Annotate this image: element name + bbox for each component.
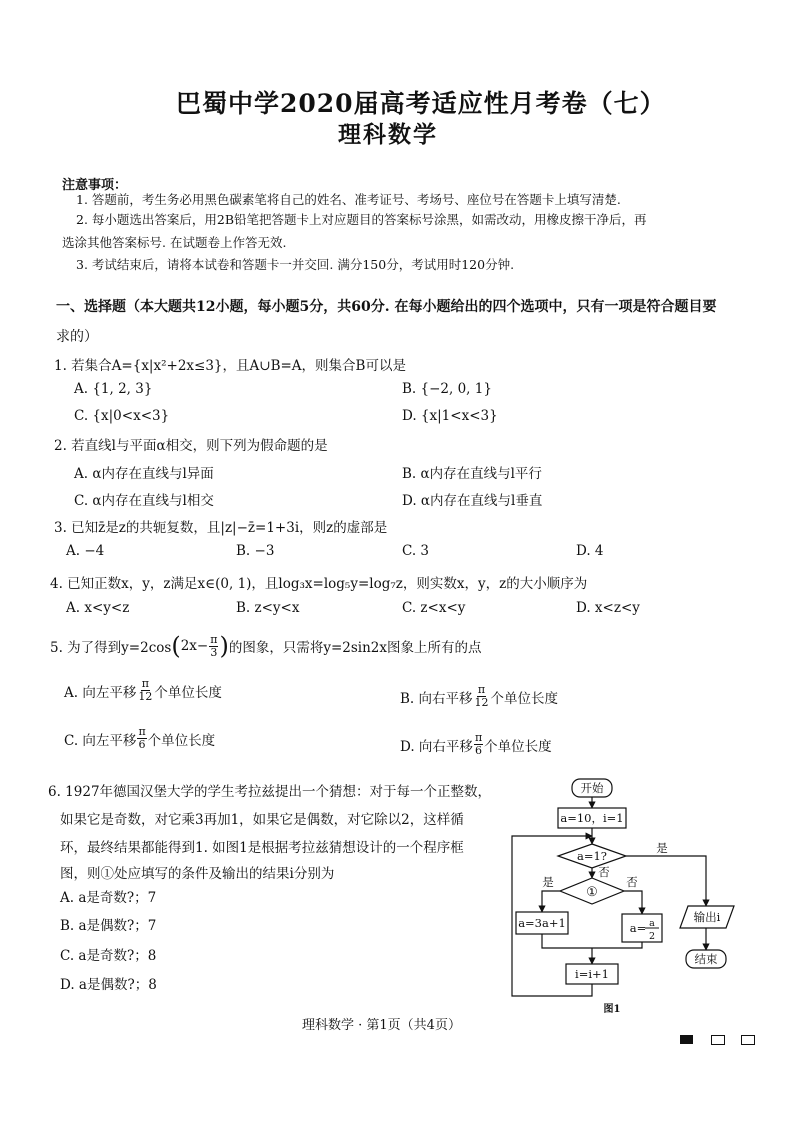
fraction-pi-over-12 (474, 684, 490, 709)
option-suffix: 个单位长度 (147, 732, 216, 749)
flow-start-label: 开始 (580, 781, 604, 795)
option-prefix: D. 向右平移 (400, 738, 473, 755)
question-5-stem-arg: 2x− (180, 638, 209, 654)
denominator: 6 (475, 744, 483, 757)
question-6-option-c: C. a是奇数?；8 (60, 948, 157, 964)
question-5-stem (50, 632, 482, 660)
question-2-option-b: B. α内存在直线与l平行 (402, 466, 542, 482)
question-2-stem: 2. 若直线l与平面α相交，则下列为假命题的是 (54, 438, 328, 454)
question-5-option-a (64, 678, 222, 703)
flow-init-label: a=10，i=1 (560, 811, 624, 825)
question-5-stem-pre: 5. 为了得到y=2cos (50, 640, 172, 656)
question-3-stem: 3. 已知z̄是z的共轭复数，且|z|−z̄=1+3i，则z的虚部是 (54, 520, 388, 536)
flow-cond1-label: a=1? (577, 849, 607, 863)
flowchart-figure (500, 770, 760, 1020)
numerator: π (138, 725, 146, 738)
page-subtitle: 理科数学 (338, 121, 438, 148)
flow-incr-label: i=i+1 (575, 967, 609, 981)
question-6-option-b: B. a是偶数?；7 (60, 918, 157, 934)
option-suffix: 个单位长度 (154, 684, 222, 701)
option-prefix: A. 向左平移 (64, 684, 137, 701)
question-3-option-b: B. −3 (236, 543, 275, 559)
flow-output-label: 输出i (693, 910, 721, 924)
question-2-option-d: D. α内存在直线与l垂直 (402, 493, 543, 509)
question-5-option-c (64, 726, 215, 751)
question-1-option-c: C. {x|0<x<3} (74, 408, 170, 424)
option-prefix: C. 向左平移 (64, 732, 137, 749)
numerator: π (141, 677, 149, 690)
question-4-stem: 4. 已知正数x，y，z满足x∈(0, 1)，且log₃x=log₅y=log₇z，则实数x，y，z的大小顺序为 (50, 576, 588, 592)
right-paren: ) (219, 632, 229, 660)
denominator: 12 (474, 696, 489, 709)
denominator: 6 (138, 738, 146, 751)
notice-heading: 注意事项： (62, 178, 128, 193)
question-3-option-a: A. −4 (66, 543, 105, 559)
question-3-option-d: D. 4 (576, 543, 604, 559)
question-6-option-d: D. a是偶数?；8 (60, 977, 157, 993)
question-5-option-d (400, 732, 552, 757)
notice-item-3: 3. 考试结束后，请将本试卷和答题卡一并交回. 满分150分，考试用时120分钟. (76, 257, 515, 272)
notice-item-2-cont: 选涂其他答案标号. 在试题卷上作答无效. (62, 235, 287, 250)
flow-left-box-label: a=3a+1 (518, 916, 566, 930)
flow-yes-label-1: 是 (656, 841, 668, 855)
page-marker-empty (741, 1035, 755, 1045)
flow-no-label-1: 否 (598, 865, 610, 879)
question-5-option-b (400, 684, 558, 709)
fraction-pi-over-6 (137, 726, 146, 751)
fraction-pi-over-12 (137, 678, 153, 703)
denominator: 12 (138, 690, 153, 703)
left-paren: ( (171, 632, 181, 660)
question-6-line-4: 图，则①处应填写的条件及输出的结果i分别为 (60, 866, 335, 882)
flow-right-num: a (649, 918, 655, 929)
flow-end-label: 结束 (694, 952, 718, 966)
flow-right-box-label: a= (629, 921, 647, 935)
denominator: 3 (210, 645, 218, 659)
page-title: 巴蜀中学2020届高考适应性月考卷（七） (176, 89, 666, 118)
question-4-option-d: D. x<z<y (576, 600, 640, 616)
question-2-option-c: C. α内存在直线与l相交 (74, 493, 214, 509)
numerator: π (474, 731, 483, 744)
fraction-pi-over-6 (474, 732, 483, 757)
question-1-option-b: B. {−2, 0, 1} (402, 381, 492, 397)
question-5-stem-post: 的图象，只需将y=2sin2x图象上所有的点 (228, 640, 482, 656)
question-6-line-2: 如果它是奇数，对它乘3再加1，如果它是偶数，对它除以2，这样循 (60, 812, 464, 828)
section-heading-cont: 求的） (56, 329, 98, 345)
flow-no-label-2: 否 (626, 875, 638, 889)
flow-yes-label-2: 是 (542, 875, 554, 889)
flow-right-den: 2 (648, 931, 656, 942)
numerator: π (210, 632, 218, 646)
notice-item-1: 1. 答题前，考生务必用黑色碳素笔将自己的姓名、准考证号、考场号、座位号在答题卡上填写清楚. (76, 192, 621, 207)
numerator: π (477, 683, 486, 696)
section-heading (56, 296, 716, 316)
option-suffix: 个单位长度 (484, 738, 552, 755)
fraction-pi-over-3 (209, 634, 218, 659)
page-marker-empty (711, 1035, 725, 1045)
flow-cond2-label: ① (586, 885, 598, 900)
notice-item-2: 2. 每小题选出答案后，用2B铅笔把答题卡上对应题目的答案标号涂黑，如需改动，用橡皮擦干净后，再 (76, 212, 647, 227)
question-3-option-c: C. 3 (402, 543, 430, 559)
question-1-option-a: A. {1, 2, 3} (74, 381, 153, 397)
question-1-option-d: D. {x|1<x<3} (402, 408, 498, 424)
question-4-option-b: B. z<y<x (236, 600, 300, 616)
question-6-line-3: 环，最终结果都能得到1. 如图1是根据考拉兹猜想设计的一个程序框 (60, 840, 464, 856)
figure-caption: 图1 (603, 1004, 621, 1015)
question-1-stem: 1. 若集合A={x|x²+2x≤3}，且A∪B=A，则集合B可以是 (54, 358, 406, 374)
question-4-option-c: C. z<x<y (402, 600, 466, 616)
page-marker-filled (680, 1035, 693, 1044)
question-4-option-a: A. x<y<z (66, 600, 130, 616)
question-2-option-a: A. α内存在直线与l异面 (74, 466, 214, 482)
page-footer: 理科数学 · 第1页（共4页） (302, 1018, 461, 1033)
question-6-line-1: 6. 1927年德国汉堡大学的学生考拉兹提出一个猜想：对于每一个正整数， (48, 784, 492, 800)
option-suffix: 个单位长度 (490, 690, 559, 707)
question-6-option-a: A. a是奇数?；7 (60, 890, 157, 906)
option-prefix: B. 向右平移 (400, 690, 473, 707)
section-heading-text: 一、选择题（本大题共12小题，每小题5分，共60分. 在每小题给出的四个选项中，只有一项是符合题目要 (56, 299, 717, 315)
